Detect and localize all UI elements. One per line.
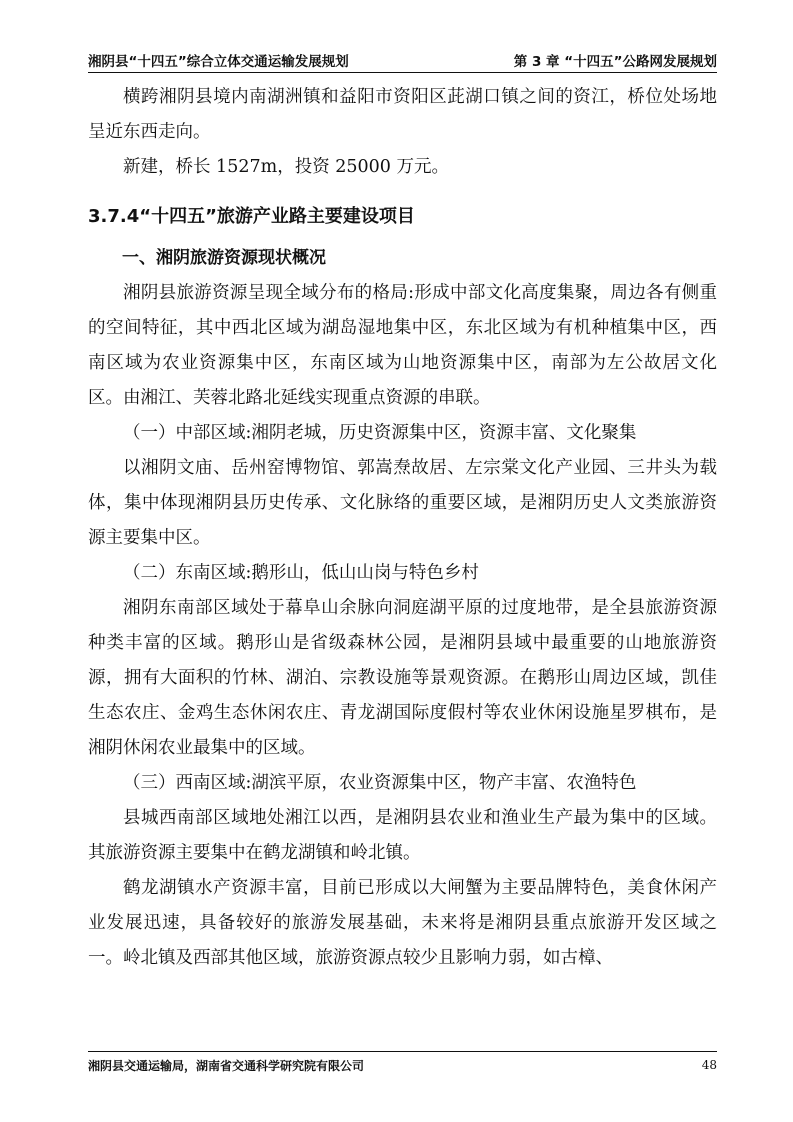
- footer-organizations: 湘阴县交通运输局，湖南省交通科学研究院有限公司: [88, 1058, 365, 1073]
- paragraph-southwest: 县城西南部区域地处湘江以西，是湘阴县农业和渔业生产最为集中的区域。其旅游资源主要集中在鹤龙湖镇和岭北镇。: [88, 808, 717, 863]
- paragraph-bridge-spec: 新建，桥长 1527m，投资 25000 万元。: [123, 157, 449, 177]
- item-central-title: （一）中部区域:湘阴老城，历史资源集中区，资源丰富、文化聚集: [123, 423, 637, 443]
- header-rule: [88, 72, 717, 73]
- page-number: 48: [701, 1058, 717, 1072]
- subsection-title: 一、湘阴旅游资源现状概况: [122, 248, 326, 268]
- page-header: [88, 46, 717, 70]
- header-document-title: 湘阴县“十四五”综合立体交通运输发展规划: [88, 54, 349, 70]
- header-chapter-title: 第 3 章 “十四五”公路网发展规划: [513, 54, 717, 70]
- paragraph-southeast: 湘阴东南部区域处于幕阜山余脉向洞庭湖平原的过度地带，是全县旅游资源种类丰富的区域。鹅形山是省级森林公园，是湘阴县域中最重要的山地旅游资源，拥有大面积的竹林、湖泊、宗教设施等景观资源。在鹅形山周边区域，凯佳生态农庄、金鸡生态休闲农庄、青龙湖国际度假村等农业休闲设施星罗棋布，是湘阴休闲农业最集中的区域。: [88, 598, 717, 758]
- paragraph-central: 以湘阴文庙、岳州窑博物馆、郭嵩焘故居、左宗棠文化产业园、三井头为载体，集中体现湘阴县历史传承、文化脉络的重要区域，是湘阴历史人文类旅游资源主要集中区。: [88, 458, 717, 548]
- page-body: [88, 80, 717, 976]
- paragraph-overview: 湘阴县旅游资源呈现全域分布的格局:形成中部文化高度集聚，周边各有侧重的空间特征，其中西北区域为湖岛湿地集中区，东北区域为有机种植集中区，西南区域为农业资源集中区，东南区域为山地资源集中区，南部为左公故居文化区。由湘江、芙蓉北路北延线实现重点资源的串联。: [88, 283, 717, 408]
- item-southeast-title: （二）东南区域:鹅形山，低山山岗与特色乡村: [123, 563, 479, 583]
- paragraph-helong-lake: 鹤龙湖镇水产资源丰富，目前已形成以大闸蟹为主要品牌特色，美食休闲产业发展迅速，具备较好的旅游发展基础，未来将是湘阴县重点旅游开发区域之一。岭北镇及西部其他区域，旅游资源点较少且影响力弱，如古樟、: [88, 878, 717, 968]
- footer-rule: [88, 1051, 717, 1052]
- paragraph-bridge-location: 横跨湘阴县境内南湖洲镇和益阳市资阳区茈湖口镇之间的资江，桥位处场地呈近东西走向。: [88, 87, 717, 142]
- section-title: 3.7.4“十四五”旅游产业路主要建设项目: [88, 206, 415, 227]
- item-southwest-title: （三）西南区域:湖滨平原，农业资源集中区，物产丰富、农渔特色: [123, 773, 637, 793]
- page-footer: [88, 1055, 717, 1075]
